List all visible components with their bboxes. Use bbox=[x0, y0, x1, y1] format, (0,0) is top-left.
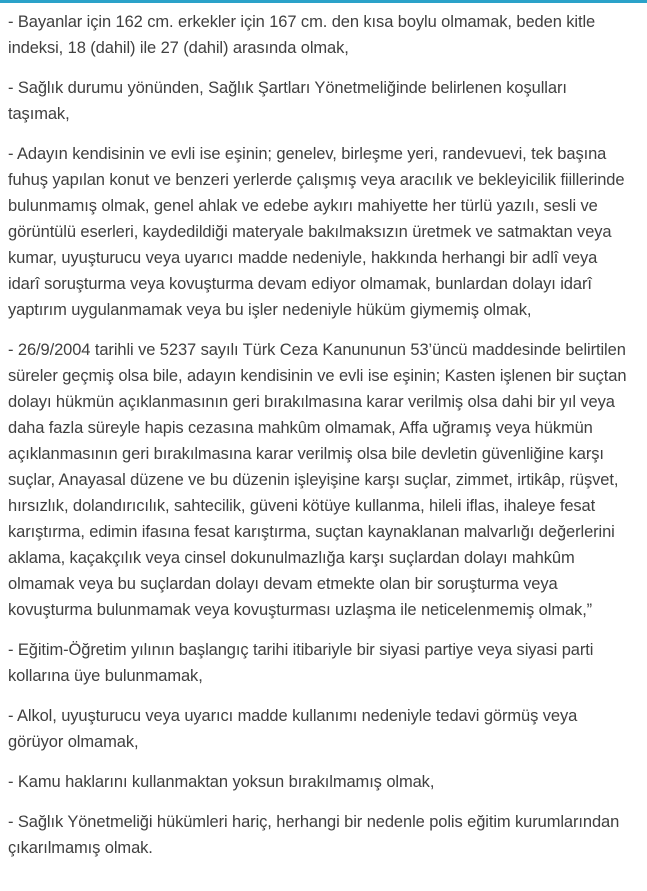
requirement-paragraph-criminal-record: - 26/9/2004 tarihli ve 5237 sayılı Türk Ceza Kanununun 53’üncü maddesinde belirtilen süreler geçmiş olsa bile, adayın kendisinin ve evli ise eşinin; Kasten işlenen bir suçtan dolayı hükmün açıklanmasının geri bırakılmasına karar verilmiş olsa dahi bir yıl veya daha fazla süreyle hapis cezasına mahkûm olmamak, Affa uğramış veya hükmün açıklanmasının geri bırakılmasına karar verilmiş olsa bile devletin güvenliğine karşı suçlar, Anayasal düzene ve bu düzenin işleyişine karşı suçlar, zimmet, irtikâp, rüşvet, hırsızlık, dolandırıcılık, sahtecilik, güveni kötüye kullanma, hileli iflas, ihaleye fesat karıştırma, edimin ifasına fesat karıştırma, suçtan kaynaklanan malvarlığı değerlerini aklama, kaçakçılık veya cinsel dokunulmazlığa karşı suçlardan dolayı mahkûm olmamak veya bu suçlardan dolayı devam etmekte olan bir soruşturma veya kovuşturma bulunmamak veya kovuşturması uzlaşma ile neticelenmemiş olmak,” bbox=[8, 341, 627, 619]
requirement-paragraph-political-party: - Eğitim-Öğretim yılının başlangıç tarihi itibariyle bir siyasi partiye veya siyasi parti kollarına üye bulunmamak, bbox=[8, 641, 594, 685]
requirement-paragraph-health: - Sağlık durumu yönünden, Sağlık Şartları Yönetmeliğinde belirlenen koşulları taşımak, bbox=[8, 79, 567, 123]
requirements-article bbox=[0, 3, 647, 861]
requirement-paragraph-civil-rights: - Kamu haklarını kullanmaktan yoksun bırakılmamış olmak, bbox=[8, 773, 435, 791]
requirement-paragraph-expulsion: - Sağlık Yönetmeliği hükümleri hariç, herhangi bir nedenle polis eğitim kurumlarından çıkarılmamış olmak. bbox=[8, 813, 620, 857]
requirement-paragraph-substance-treatment: - Alkol, uyuşturucu veya uyarıcı madde kullanımı nedeniyle tedavi görmüş veya görüyor olmamak, bbox=[8, 707, 578, 751]
requirement-paragraph-moral-conduct: - Adayın kendisinin ve evli ise eşinin; genelev, birleşme yeri, randevuevi, tek başına fuhuş yapılan konut ve benzeri yerlerde çalışmış veya aracılık ve bekleyicilik fiillerinde bulunmamış olmak, genel ahlak ve edebe aykırı mahiyette her türlü yazılı, sesli ve görüntülü eserleri, kaydedildiği materyale bakılmaksızın üretmek ve satmaktan veya kumar, uyuşturucu veya uyarıcı madde nedeniyle, hakkında herhangi bir adlî veya idarî soruşturma veya kovuşturma devam ediyor olmamak, bunlardan dolayı idarî yaptırım uygulanmamak veya bu işler nedeniyle hüküm giymemiş olmak, bbox=[8, 145, 625, 319]
requirement-paragraph-height-bmi: - Bayanlar için 162 cm. erkekler için 167 cm. den kısa boylu olmamak, beden kitle indeksi, 18 (dahil) ile 27 (dahil) arasında olmak, bbox=[8, 13, 596, 57]
